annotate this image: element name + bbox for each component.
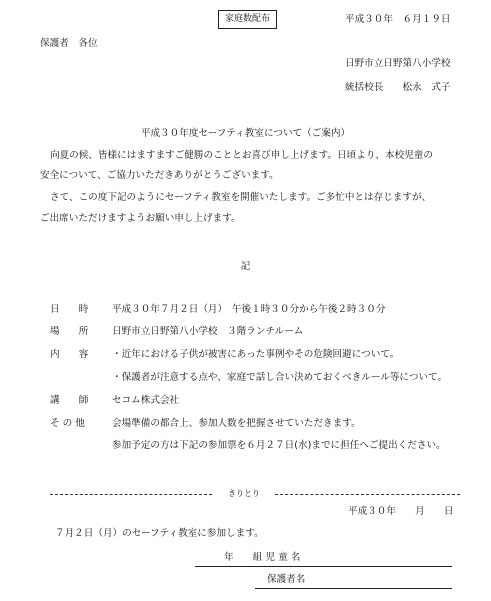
body-line-3: さて、この度下記のようにセーフティ教室を開催いたします。ご多忙中とは存じますが、 (50, 192, 432, 203)
lecturer-label: 講 師 (50, 395, 89, 406)
issue-date: 平成３０年 ６月１９日 (345, 14, 451, 25)
other-item-1: 会場準備の都合上、参加人数を把握させていただきます。 (112, 418, 361, 429)
other-item-2: 参加予定の方は下記の参加票を６月２７日(水)までに担任へご提出ください。 (112, 440, 446, 451)
cut-line-left (50, 494, 212, 495)
guardian-name-label: 保護者名 (267, 574, 306, 585)
body-line-2: 安全について、ご協力いただきありがとうございます。 (40, 170, 279, 181)
student-name-line[interactable] (195, 566, 452, 567)
recipient: 保護者 各位 (40, 38, 98, 49)
body-line-1: 向夏の候、皆様にはますますご健勝のこととお喜び申し上げます。日頃より、本校児童の (50, 150, 433, 161)
content-item-1: ・近年における子供が被害にあった事例やその危険回避について。 (112, 349, 400, 360)
other-label: そ の 他 (50, 418, 85, 429)
content-item-2: ・保護者が注意する点や、家庭で話し合い決めておくべきルール等について。 (112, 372, 448, 383)
date-value: 平成３０年７月２日（月） 午後１時３０分から午後２時３０分 (112, 304, 386, 315)
school-name: 日野市立日野第八小学校 (345, 58, 451, 69)
principal-name: 統括校長 松永 式子 (345, 82, 451, 93)
form-date: 平成３０年 月 日 (348, 506, 454, 517)
cut-label: きりとり (228, 489, 260, 498)
guardian-name-line[interactable] (255, 588, 452, 589)
ki-heading: 記 (240, 261, 251, 272)
student-name-label: 年 組 児 童 名 (224, 552, 301, 563)
content-label: 内 容 (50, 349, 89, 360)
place-label: 場 所 (50, 326, 89, 337)
lecturer-value: セコム株式会社 (112, 395, 180, 406)
participation-statement: ７月２日（月）のセーフティ教室に参加します。 (55, 528, 264, 539)
cut-line-right (275, 494, 460, 495)
document-title: 平成３０年度セーフティ教室について（ご案内） (140, 128, 351, 139)
body-line-4: ご出席いただけますようお願い申し上げます。 (40, 213, 241, 224)
place-value: 日野市立日野第八小学校 ３階ランチルーム (112, 326, 304, 337)
date-label: 日 時 (50, 304, 89, 315)
distribution-badge: 家庭数配布 (218, 10, 277, 29)
